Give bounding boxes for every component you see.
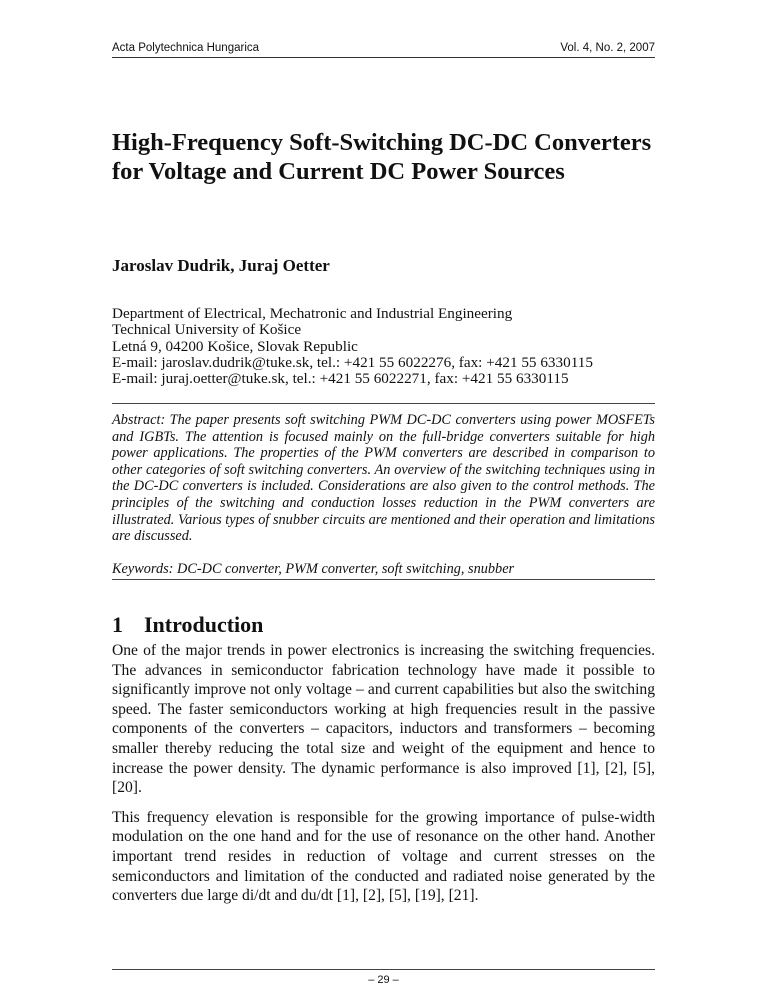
- abstract-text: Abstract: The paper presents soft switching PWM DC-DC converters using power MOSFETs and IGBTs. The attention is focused mainly on the full-bridge converters suitable for high power applications. The properties of the PWM converters are described in comparison to other categories of soft switching converters. An overview of the switching techniques using in the DC-DC converters is included. Considerations are also given to the control methods. The principles of the switching and conduction losses reduction in the PWM converters are illustrated. Various types of snubber circuits are mentioned and their operation and limitations are discussed.: [112, 412, 655, 545]
- volume-info: Vol. 4, No. 2, 2007: [560, 42, 655, 54]
- section-title: Introduction: [144, 612, 264, 637]
- affiliation-line: Letná 9, 04200 Košice, Slovak Republic: [112, 337, 358, 355]
- affiliation: [112, 306, 593, 387]
- page-footer: [112, 969, 655, 986]
- keywords: Keywords: DC-DC converter, PWM converter, soft switching, snubber: [112, 560, 515, 577]
- paragraph: This frequency elevation is responsible for the growing importance of pulse-width modulation on the one hand and for the use of resonance on the other hand. Another important trend resides in reduction of voltage and current stresses on the semiconductors and limitation of the conducted and radiated noise generated by the converters due large di/dt and du/dt [1], [2], [5], [19], [21].: [112, 808, 655, 905]
- affiliation-line: Department of Electrical, Mechatronic and Industrial Engineering: [112, 305, 513, 322]
- affiliation-line: Technical University of Košice: [112, 321, 302, 339]
- body-text: [112, 641, 655, 916]
- running-header: [112, 42, 655, 58]
- section-heading: [112, 612, 263, 638]
- email-line: E-mail: jaroslav.dudrik@tuke.sk, tel.: +421 55 6022276, fax: +421 55 6330115: [112, 353, 593, 371]
- section-number: 1: [112, 612, 123, 637]
- authors: Jaroslav Dudrik, Juraj Oetter: [112, 256, 330, 275]
- email-line: E-mail: juraj.oetter@tuke.sk, tel.: +421 55 6022271, fax: +421 55 6330115: [112, 370, 569, 388]
- paper-title: High-Frequency Soft-Switching DC-DC Converters for Voltage and Current DC Power Sources: [112, 129, 652, 185]
- paragraph: One of the major trends in power electronics is increasing the switching frequencies. The advances in semiconductor fabrication technology have made it possible to significantly improve not only voltage – and current capabilities but also the switching speed. The faster semiconductors working at high frequencies result in the passive components of the converters – capacitors, inductors and transformers – becoming smaller thereby reducing the total size and weight of the equipment and hence to increase the power density. The dynamic performance is also improved [1], [2], [5], [20].: [112, 642, 655, 797]
- journal-name: Acta Polytechnica Hungarica: [112, 42, 260, 54]
- page-number: – 29 –: [368, 974, 399, 986]
- abstract-box: [112, 403, 655, 580]
